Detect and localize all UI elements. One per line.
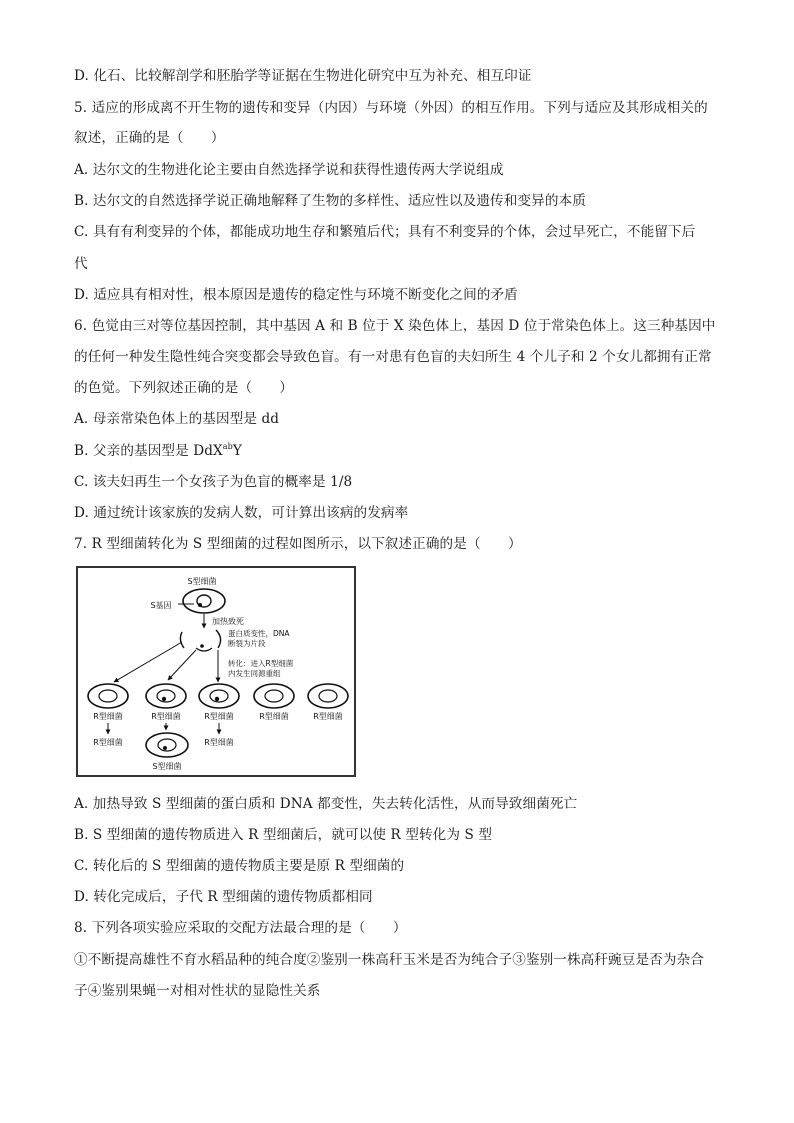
q7-option-a: A. 加热导致 S 型细菌的蛋白质和 DNA 都变性，失去转化活性，从而导致细菌死亡	[74, 796, 578, 812]
q5-option-c-line1: C. 具有有利变异的个体，都能成功地生存和繁殖后代；具有不利变异的个体，会过早死亡，不能留下后	[74, 224, 696, 240]
label-s-bacteria-top: S型细菌	[187, 577, 217, 586]
transformation-figure	[76, 566, 356, 777]
q6-stem-line1: 6. 色觉由三对等位基因控制，其中基因 A 和 B 位于 X 染色体上，基因 D 位于常染色体上。这三种基因中	[74, 318, 716, 334]
arrow-to-r2	[168, 650, 196, 680]
q8-stem: 8. 下列各项实验应采取的交配方法最合理的是（ ）	[74, 920, 407, 936]
broken-s-bacterium	[180, 630, 220, 651]
r-bacterium-3	[199, 684, 239, 708]
r-bacterium-5	[308, 684, 348, 708]
q5-stem-line2: 叙述，正确的是（ ）	[74, 130, 225, 146]
label-r-5: R型细菌	[313, 712, 343, 721]
q6-stem-line3: 的色觉。下列叙述正确的是（ ）	[74, 380, 294, 396]
q7-option-c: C. 转化后的 S 型细菌的遗传物质主要是原 R 型细菌的	[74, 858, 405, 874]
q6-option-b	[74, 441, 242, 461]
q6-option-b-prefix: B. 父亲的基因型是 DdX	[74, 443, 223, 459]
q7-stem: 7. R 型细菌转化为 S 型细菌的过程如图所示，以下叙述正确的是（ ）	[74, 536, 522, 552]
q6-option-a: A. 母亲常染色体上的基因型是 dd	[74, 411, 280, 427]
q5-option-d: D. 适应具有相对性，根本原因是遗传的稳定性与环境不断变化之间的矛盾	[74, 287, 518, 303]
r-bacterium-4	[254, 684, 294, 708]
q6-option-b-sup: ab	[222, 442, 233, 451]
label-offspring-r3: R型细菌	[204, 738, 234, 747]
label-denature-1: 蛋白质变性，DNA	[228, 629, 290, 638]
label-r-4: R型细菌	[259, 712, 289, 721]
s-bacterium-top	[183, 589, 225, 613]
q6-option-d: D. 通过统计该家族的发病人数，可计算出该病的发病率	[74, 505, 409, 521]
q6-stem-line2: 的任何一种发生隐性纯合突变都会导致色盲。有一对患有色盲的夫妇所生 4 个儿子和 2 个女儿都拥有正常	[74, 349, 712, 365]
transformation-diagram	[78, 568, 358, 779]
q5-stem-line1: 5. 适应的形成离不开生物的遗传和变异（内因）与环境（外因）的相互作用。下列与适应及其形成相关的	[74, 100, 708, 116]
q4-option-d: D. 化石、比较解剖学和胚胎学等证据在生物进化研究中互为补充、相互印证	[74, 68, 532, 84]
q6-option-b-suffix: Y	[232, 443, 242, 459]
label-r-2: R型细菌	[151, 712, 181, 721]
r-bacterium-1	[88, 684, 128, 708]
label-offspring-s: S型细菌	[152, 762, 182, 771]
q5-option-a: A. 达尔文的生物进化论主要由自然选择学说和获得性遗传两大学说组成	[74, 162, 504, 178]
q8-items-line1: ①不断提高雄性不育水稻品种的纯合度②鉴别一株高秆玉米是否为纯合子③鉴别一株高秆豌豆是否为杂合	[74, 952, 704, 968]
label-r-3: R型细菌	[204, 712, 234, 721]
q6-option-c: C. 该夫妇再生一个女孩子为色盲的概率是 1/8	[74, 474, 353, 490]
q5-option-b: B. 达尔文的自然选择学说正确地解释了生物的多样性、适应性以及遗传和变异的本质	[74, 193, 586, 209]
q8-items-line2: 子④鉴别果蝇一对相对性状的显隐性关系	[74, 983, 321, 999]
q7-option-d: D. 转化完成后，子代 R 型细菌的遗传物质都相同	[74, 889, 373, 905]
r-bacterium-2	[146, 684, 186, 708]
label-transform-2: 内发生同源重组	[228, 669, 281, 678]
label-denature-2: 断裂为片段	[228, 639, 266, 648]
q5-option-c-line2: 代	[74, 256, 88, 272]
q7-option-b: B. S 型细菌的遗传物质进入 R 型细菌后，就可以使 R 型转化为 S 型	[74, 827, 493, 843]
label-offspring-r1: R型细菌	[93, 738, 123, 747]
label-heat-kill: 加热致死	[212, 617, 244, 626]
label-s-gene: S基因	[150, 601, 172, 610]
label-transform-1: 转化：进入R型细菌	[228, 659, 294, 668]
s-bacterium-offspring	[146, 733, 188, 757]
label-r-1: R型细菌	[93, 712, 123, 721]
